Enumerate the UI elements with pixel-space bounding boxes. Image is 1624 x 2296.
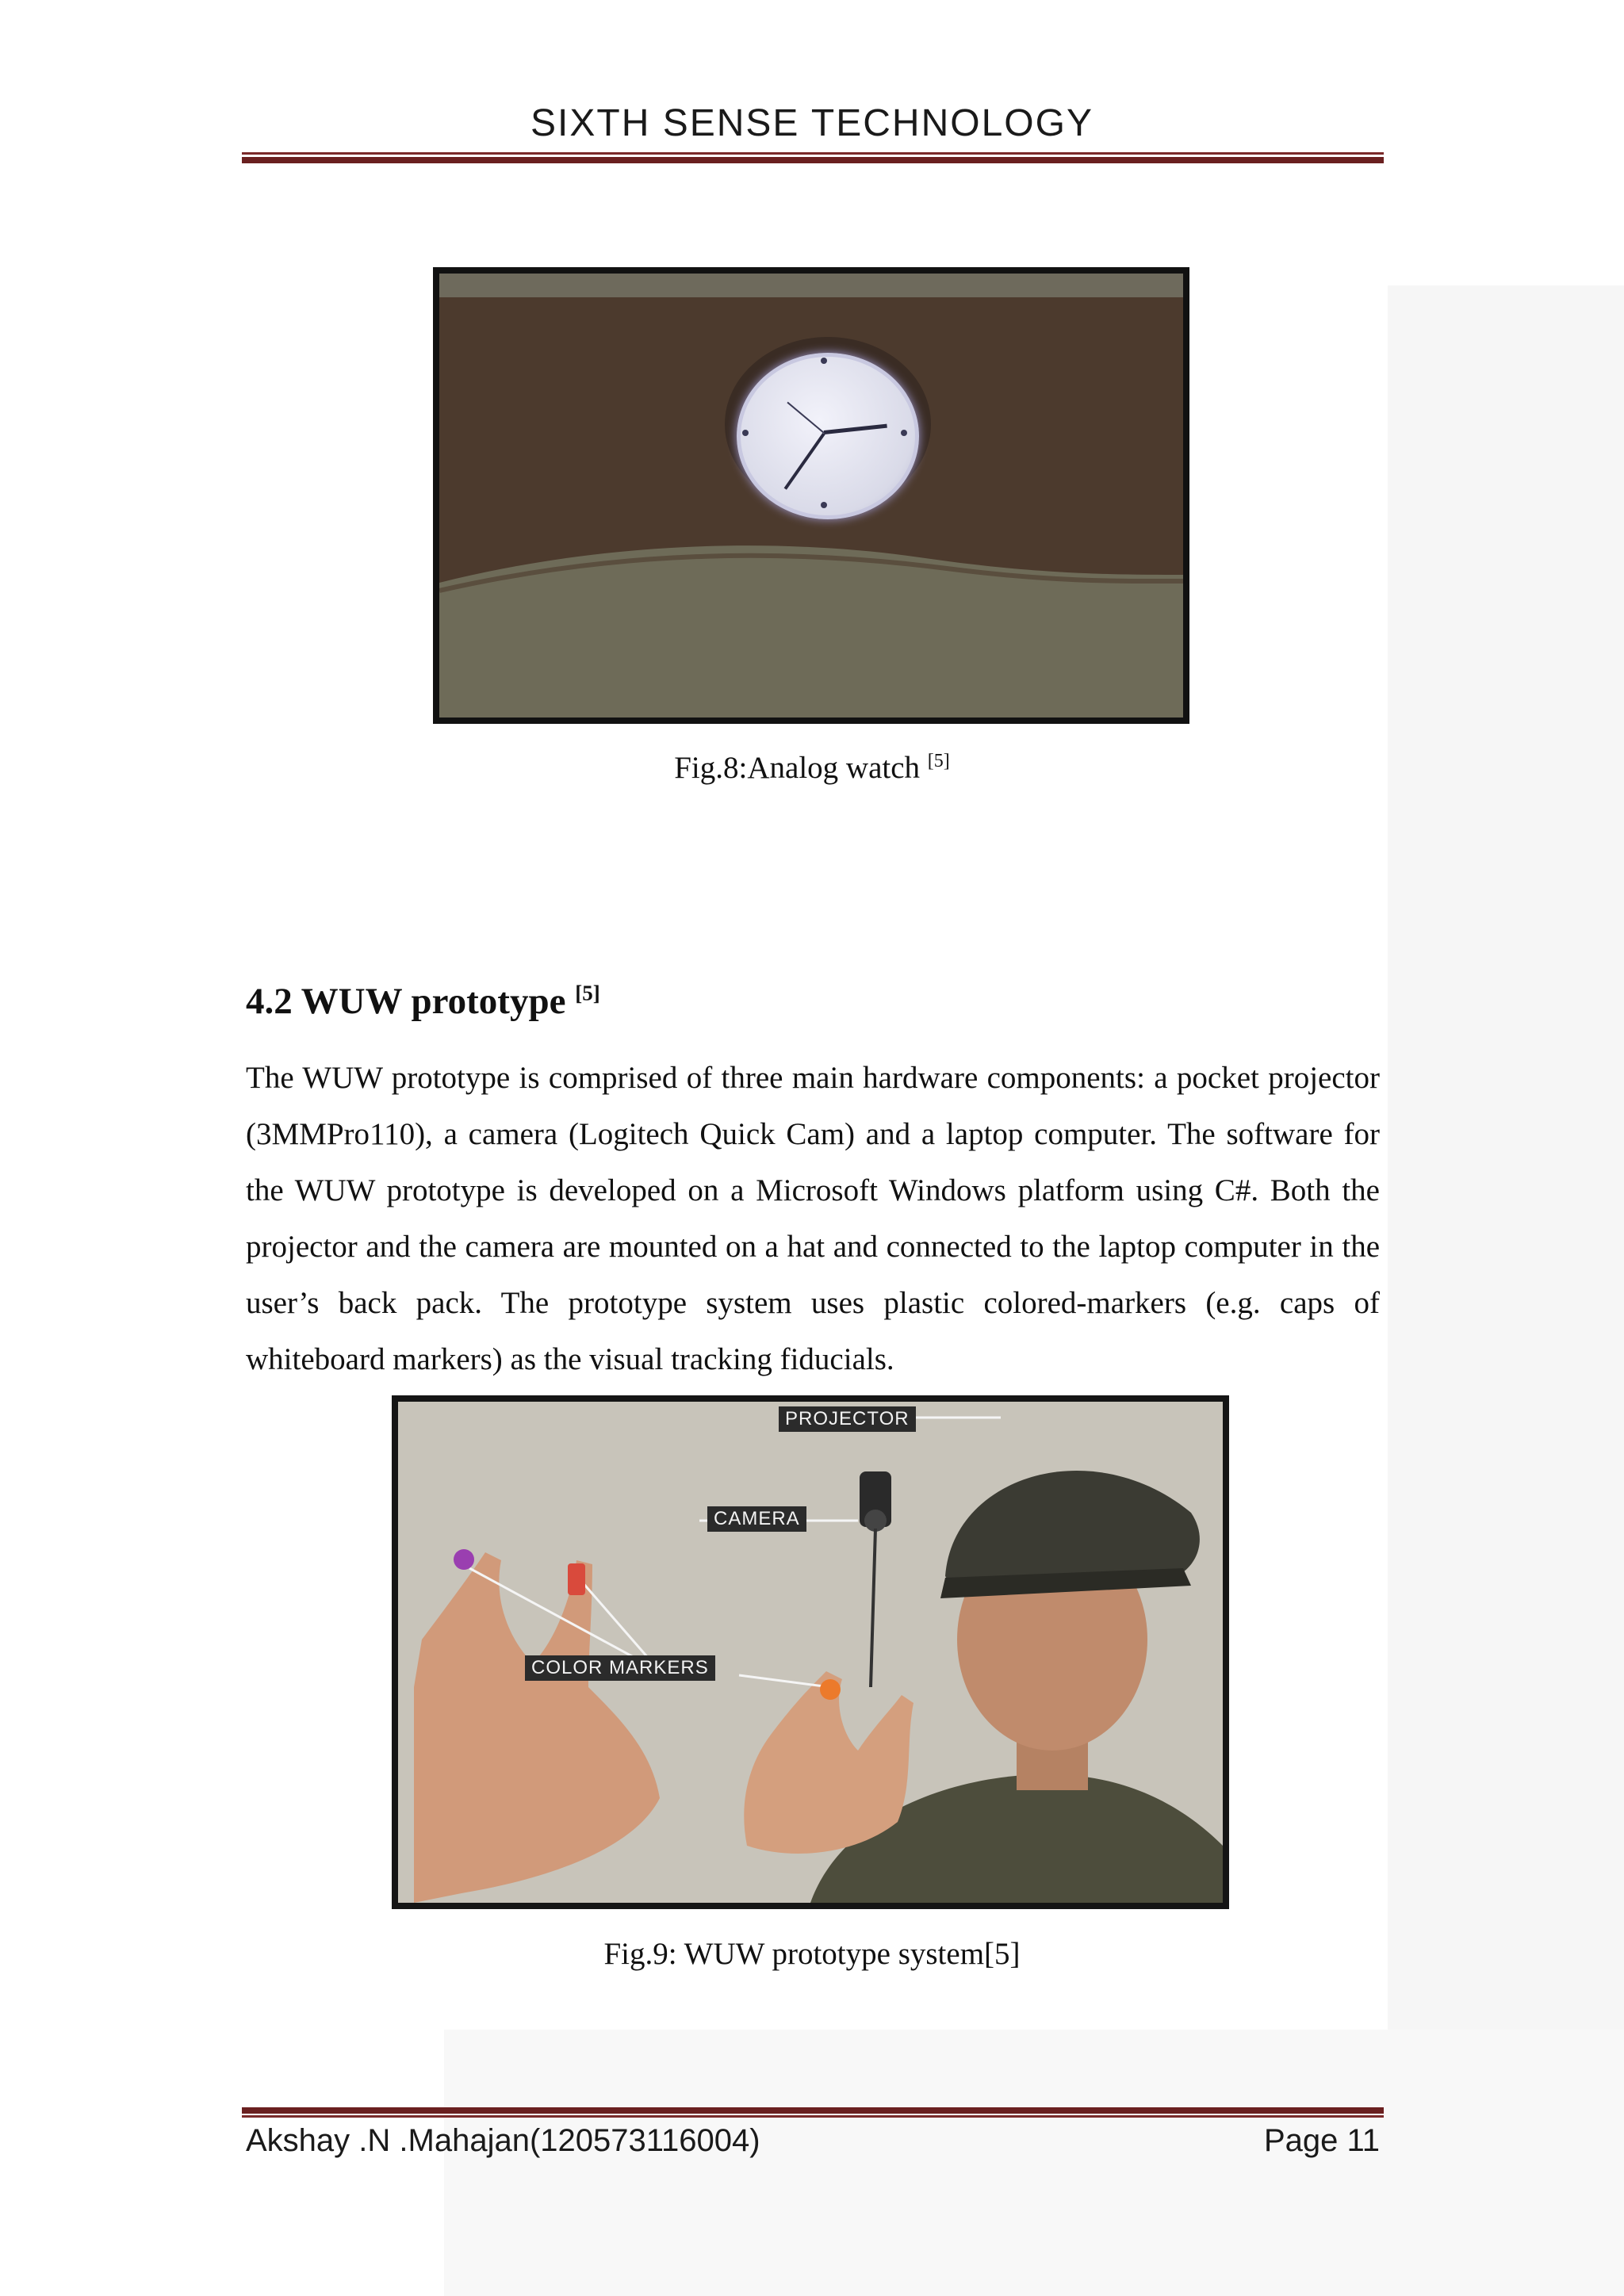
footer-rule-thin (242, 2115, 1384, 2118)
footer-page-number: Page 11 (1263, 2123, 1380, 2158)
header-rule-thick (242, 157, 1384, 163)
body-paragraph: The WUW prototype is comprised of three main hardware components: a pocket projector (3MMPro110), a camera (Logitech Quick Cam) and a laptop computer. The software for the WUW prototype is developed on a Microsoft Windows platform using C#. Both the projector and the camera are mounted on a hat and connected to the laptop computer in the user’s back pack. The prototype system uses plastic colored-markers (e.g. caps of whiteboard markers) as the visual tracking fiducials. (246, 1061, 1380, 1376)
page-shading-bottom (444, 2030, 1624, 2296)
figure-8-caption: Fig.8:Analog watch [5] (674, 751, 950, 785)
footer-rule-thick (242, 2107, 1384, 2114)
watch-face (737, 353, 919, 519)
red-color-marker (568, 1563, 585, 1595)
section-heading-reference: [5] (575, 981, 600, 1005)
footer-author: Akshay .N .Mahajan(120573116004) (246, 2123, 760, 2158)
figure-8-analog-watch-image (433, 267, 1189, 724)
color-markers-label: COLOR MARKERS (525, 1655, 715, 1681)
header-rule-thin (242, 152, 1384, 155)
purple-color-marker (454, 1549, 474, 1570)
figure-9-wuw-prototype-image (392, 1395, 1229, 1909)
orange-color-marker (820, 1679, 841, 1700)
projector-label: PROJECTOR (779, 1406, 916, 1432)
page-shading (1388, 285, 1624, 2296)
camera-label: CAMERA (707, 1506, 806, 1532)
prototype-photo-scene (398, 1402, 1223, 1903)
running-header: SIXTH SENSE TECHNOLOGY (530, 102, 1094, 144)
figure-9-caption: Fig.9: WUW prototype system[5] (603, 1937, 1021, 1971)
section-heading: 4.2 WUW prototype [5] (246, 981, 600, 1022)
figure-8-reference: [5] (927, 751, 950, 771)
